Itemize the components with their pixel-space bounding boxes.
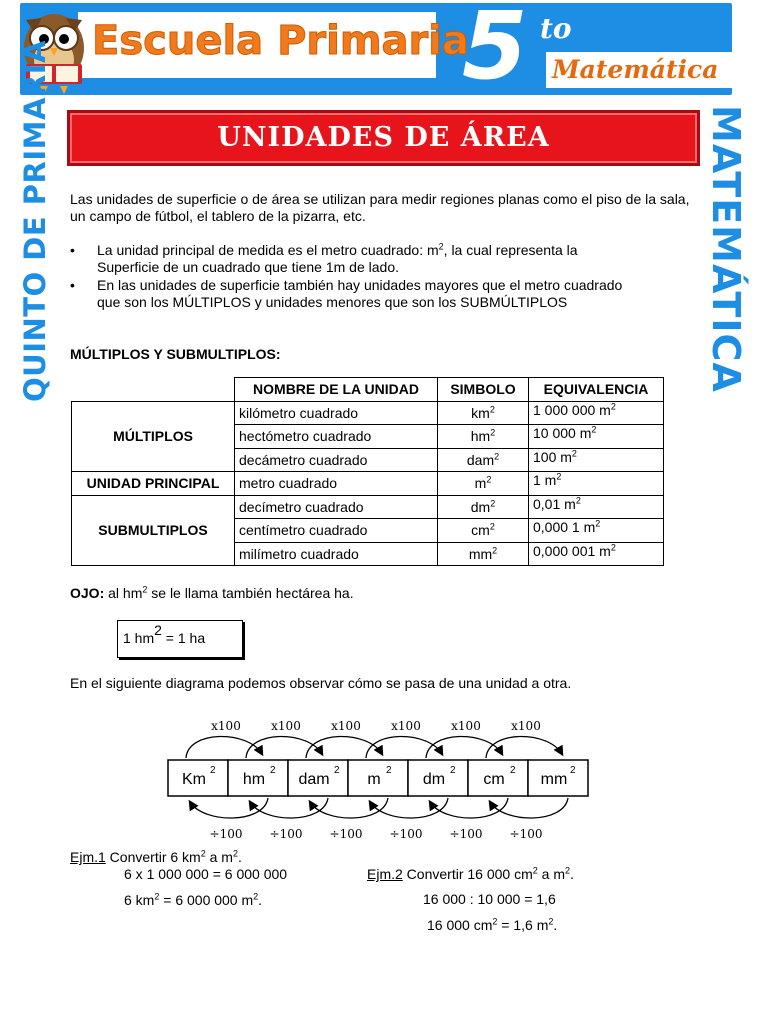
multiply-label: x100 [391,719,421,733]
diagram-cell-label: dm [422,771,446,788]
unit-name-cell: milímetro cuadrado [235,542,438,566]
unit-equivalence-cell: 0,01 $m^2$ [529,495,664,519]
category-cell: UNIDAD PRINCIPAL [72,472,235,496]
unit-equivalence-cell: 10 000 $m^2$ [529,425,664,449]
bullet-text [97,242,709,276]
units-table [71,377,664,566]
unit-equivalence-cell: 0,000 001 $m^2$ [529,542,664,566]
bullet-line: , la cual representa la [443,242,578,258]
diagram-cell-exponent: 2 [210,765,216,776]
bullet-line: Superficie de un cuadrado que tiene 1m de lado. [97,259,399,275]
multiply-label: x100 [211,719,241,733]
unit-symbol-cell: dam$^2$ [438,448,529,472]
category-cell: SUBMULTIPLOS [72,495,235,566]
note-text: al hm [104,585,143,601]
note-text: se le llama también hectárea ha. [147,585,354,601]
divide-label: ÷100 [209,827,243,841]
diagram-intro: En el siguiente diagrama podemos observar cómo se pasa de una unidad a otra. [70,675,572,691]
conversion-diagram [160,712,600,847]
diagram-cell-exponent: 2 [450,765,456,776]
unit-equivalence-cell: 1 000 000 $m^2$ [529,401,664,425]
example-2-step: 16 000 : 10 000 = 1,6 [423,891,556,907]
diagram-cell-exponent: 2 [510,765,516,776]
bullet-line: La unidad principal de medida es el metro cuadrado: m [97,242,439,258]
bullet-line: En las unidades de superficie también hay unidades mayores que el metro cuadrado [97,277,623,293]
column-header: SIMBOLO [438,378,529,402]
unit-name-cell: hectómetro cuadrado [235,425,438,449]
divide-label: ÷100 [389,827,423,841]
bullet-icon: • [70,277,75,293]
title-bar [67,110,700,166]
page-title: UNIDADES DE ÁREA [217,122,550,153]
example-1-step: 6 x 1 000 000 = 6 000 000 [124,866,288,882]
grade-number: 5 [462,0,528,101]
diagram-cell-label: dam [298,771,330,788]
table-row [72,495,664,519]
example-label: Ejm.1 [70,849,106,865]
multiply-label: x100 [451,719,481,733]
divide-label: ÷100 [329,827,363,841]
diagram-cell-label: cm [483,771,505,788]
diagram-cell-exponent: 2 [270,765,276,776]
unit-symbol-cell: $m^2$ [438,472,529,496]
column-header: NOMBRE DE LA UNIDAD [235,378,438,402]
bullet-line: que son los MÚLTIPLOS y unidades menores que son los SUBMÚLTIPLOS [97,294,568,310]
divide-label: ÷100 [269,827,303,841]
unit-symbol-cell: $cm^2$ [438,519,529,543]
school-title: Escuela Primaria [92,18,469,64]
equivalence-text: 1 $hm^2 = 1$ ha [123,622,206,646]
note-line [70,585,354,602]
example-1-line: Ejm.1 Convertir 6 $km^2$ a $m^2$. [70,848,242,865]
exponent: 2 [142,584,148,595]
equivalence-box [117,620,243,658]
note-label: OJO: [70,585,105,601]
bullet-icon: • [70,242,75,258]
unit-name-cell: centímetro cuadrado [235,519,438,543]
divide-arrow [490,798,568,818]
bullet-text [97,277,709,311]
table-row [72,472,664,496]
table-header-row [72,378,664,402]
subject-label: Matemática [546,52,732,88]
multiply-label: x100 [331,719,361,733]
diagram-cell-label: Km [182,771,206,788]
unit-equivalence-cell: 0,000 1 $m^2$ [529,519,664,543]
unit-name-cell: decímetro cuadrado [235,495,438,519]
diagram-cell-exponent: 2 [570,765,576,776]
diagram-cell-label: hm [242,771,266,788]
table-corner [72,378,235,402]
unit-name-cell: metro cuadrado [235,472,438,496]
unit-symbol-cell: $mm^2$ [438,542,529,566]
unit-equivalence-cell: 100 $m^2$ [529,448,664,472]
divide-label: ÷100 [449,827,483,841]
diagram-cell-label: mm [540,771,568,788]
diagram-cell-exponent: 2 [334,765,340,776]
section-heading: MÚLTIPLOS Y SUBMULTIPLOS: [70,346,281,362]
grade-suffix: to [540,12,572,45]
multiply-label: x100 [271,719,301,733]
unit-symbol-cell: $dm^2$ [438,495,529,519]
column-header: EQUIVALENCIA [529,378,664,402]
unit-name-cell: kilómetro cuadrado [235,401,438,425]
unit-name-cell: decámetro cuadrado [235,448,438,472]
table-row [72,401,664,425]
side-title-left: QUINTO DE PRIMARIA [18,39,52,402]
example-2-line: Ejm.2 Convertir 16 000 $cm^2$ a $m^2$. [367,865,574,882]
category-cell: MÚLTIPLOS [72,401,235,472]
diagram-cell-label: m [367,771,381,788]
diagram-cell-exponent: 2 [386,765,392,776]
unit-symbol-cell: $hm^2$ [438,425,529,449]
side-title-right: MATEMÁTICA [704,105,748,393]
divide-label: ÷100 [509,827,543,841]
header-banner [0,0,768,101]
unit-equivalence-cell: 1 $m^2$ [529,472,664,496]
example-2-result: 16 000 $cm^2 = 1,6$ $m^2$. [427,916,558,933]
multiply-arrow [486,736,562,758]
intro-paragraph: Las unidades de superficie o de área se utilizan para medir regiones planas como el piso de la sala, un campo de fútbol, el tablero de la pizarra, etc. [70,191,690,224]
multiply-label: x100 [511,719,541,733]
unit-symbol-cell: $km^2$ [438,401,529,425]
example-label: Ejm.2 [367,866,403,882]
exponent: 2 [438,241,444,252]
example-1-result: 6 $km^2 = 6$ 000 000 $m^2$. [124,891,263,908]
